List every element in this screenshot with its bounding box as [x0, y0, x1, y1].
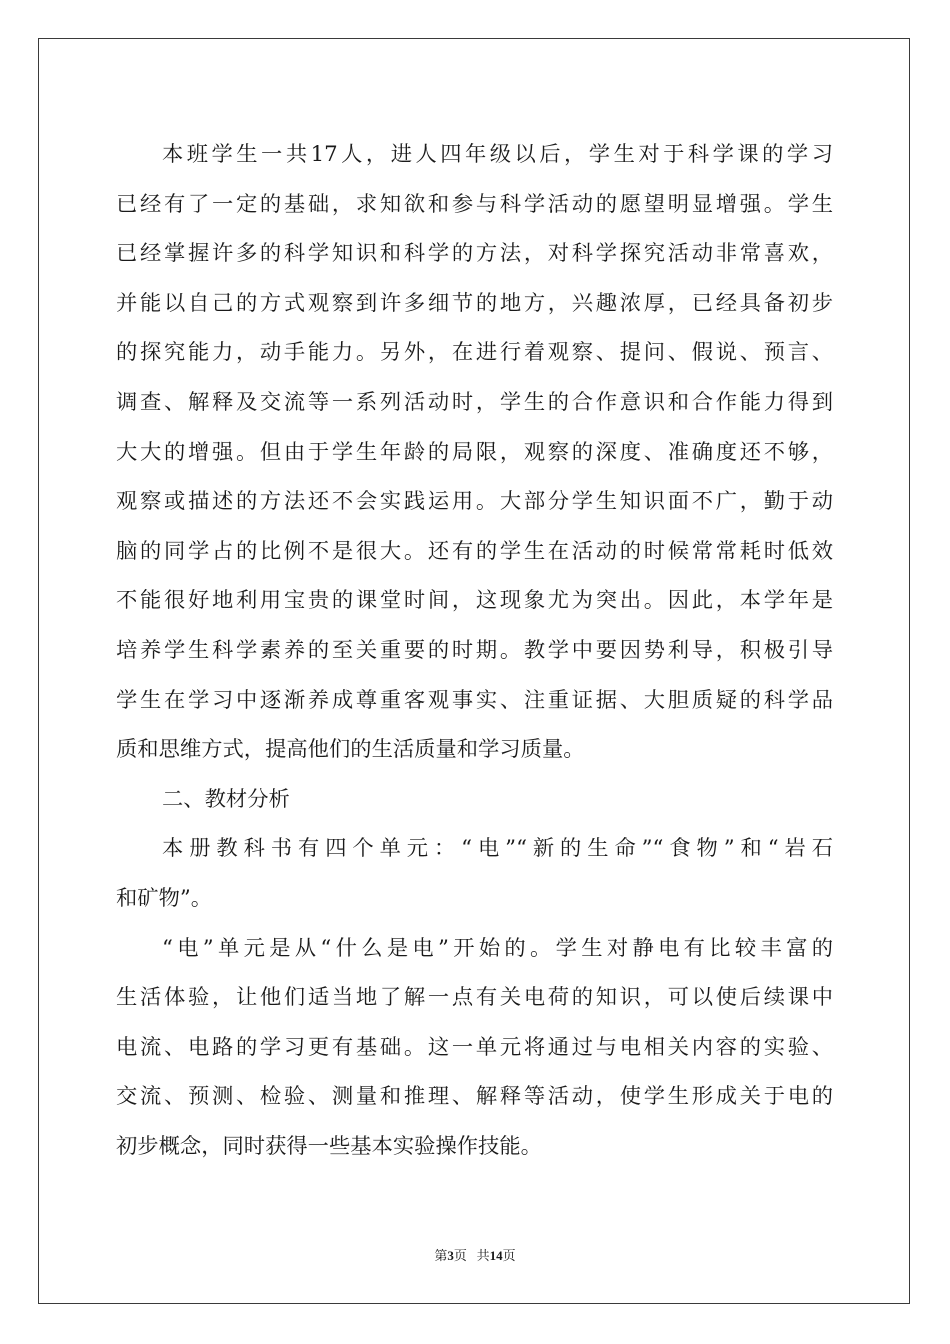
paragraph-textbook-units [116, 824, 833, 923]
text-line: 脑的同学占的比例不是很大。还有的学生在活动的时候常常耗时低效 [116, 538, 833, 564]
footer-prefix: 第 [434, 1248, 448, 1263]
current-page-number: 3 [447, 1248, 454, 1263]
text-line: 的探究能力，动手能力。另外，在进行着观察、提问、假说、预言、 [116, 340, 833, 366]
text-line: 并能以自己的方式观察到许多细节的地方，兴趣浓厚，已经具备初步 [116, 290, 833, 316]
text-line: 电流、电路的学习更有基础。这一单元将通过与电相关内容的实验、 [116, 1034, 833, 1060]
page-footer [0, 1247, 950, 1265]
text-line: 培养学生科学素养的至关重要的时期。教学中要因势利导，积极引导 [116, 637, 833, 663]
footer-total-prefix: 共 [476, 1248, 490, 1263]
section-heading: 二、教材分析 [162, 786, 290, 812]
paragraph-electricity-unit [116, 924, 833, 1172]
text-line: 生活体验，让他们适当地了解一点有关电荷的知识，可以使后续课中 [116, 985, 833, 1011]
text-line: 本班学生一共17人，进人四年级以后，学生对于科学课的学习 [162, 142, 833, 167]
paragraph-student-analysis [116, 130, 833, 775]
total-page-count: 14 [489, 1248, 503, 1263]
document-body [116, 130, 833, 1171]
text-line: 已经掌握许多的科学知识和科学的方法，对科学探究活动非常喜欢， [116, 241, 833, 267]
text-line: 大大的增强。但由于学生年龄的局限，观察的深度、准确度还不够， [116, 439, 833, 465]
text-line: 学生在学习中逐渐养成尊重客观事实、注重证据、大胆质疑的科学品 [116, 687, 833, 713]
text-line: 质和思维方式，提高他们的生活质量和学习质量。 [116, 737, 585, 763]
footer-total-suffix: 页 [502, 1248, 516, 1263]
text-line: 初步概念，同时获得一些基本实验操作技能。 [116, 1133, 542, 1159]
text-line: 不能很好地利用宝贵的课堂时间，这现象尤为突出。因此，本学年是 [116, 588, 833, 614]
text-line: 已经有了一定的基础，求知欲和参与科学活动的愿望明显增强。学生 [116, 191, 833, 217]
text-line: 本册教科书有四个单元：“电”“新的生命”“食物”和“岩石 [162, 836, 833, 862]
text-line: 和矿物”。 [116, 885, 213, 911]
footer-page-suffix: 页 [453, 1248, 467, 1263]
text-line: 观察或描述的方法还不会实践运用。大部分学生知识面不广，勤于动 [116, 489, 833, 515]
text-line: 调查、解释及交流等一系列活动时，学生的合作意识和合作能力得到 [116, 389, 833, 415]
text-line: “电”单元是从“什么是电”开始的。学生对静电有比较丰富的 [162, 935, 833, 961]
text-line: 交流、预测、检验、测量和推理、解释等活动，使学生形成关于电的 [116, 1084, 833, 1110]
